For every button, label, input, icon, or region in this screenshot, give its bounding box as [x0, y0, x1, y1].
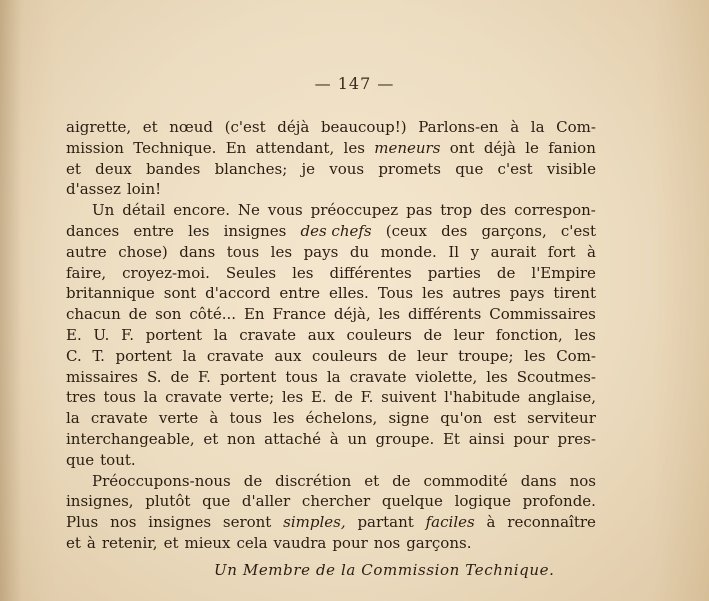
text-line: et à retenir, et mieux cela vaudra pour nos garçons.: [66, 533, 472, 552]
text-line: et deux bandes blanches; je vous promets que c'est visible: [66, 159, 596, 178]
paragraph: [66, 471, 596, 554]
paragraph: [66, 117, 596, 200]
text-line: Préoccupons-nous de discrétion et de commodité dans nos: [92, 471, 596, 490]
text-line: E. U. F. portent la cravate aux couleurs de leur fonction, les: [66, 325, 596, 344]
text-line: d'assez loin!: [66, 180, 162, 199]
signature: Un Membre de la Commission Technique.: [214, 561, 555, 579]
text-line: C. T. portent la cravate aux couleurs de leur troupe; les Com-: [66, 346, 596, 365]
text-line: que tout.: [66, 450, 136, 469]
text-line: la cravate verte à tous les échelons, signe qu'on est serviteur: [66, 409, 596, 428]
text-line: tres tous la cravate verte; les E. de F. suivent l'habitude anglaise,: [66, 388, 596, 407]
text-line: Un détail encore. Ne vous préoccupez pas trop des correspon-: [92, 201, 596, 220]
text-line: missaires S. de F. portent tous la cravate violette, les Scoutmes-: [66, 367, 596, 386]
text-line: chacun de son côté... En France déjà, les différents Commissaires: [66, 305, 596, 324]
text-line: insignes, plutôt que d'aller chercher quelque logique profonde.: [66, 492, 596, 511]
page-number: — 147 —: [314, 74, 395, 93]
text-line: Plus nos insignes seront simples, partant faciles à reconnaître: [66, 513, 596, 532]
text-line: aigrette, et nœud (c'est déjà beaucoup!) Parlons-en à la Com-: [66, 118, 596, 136]
text-line: autre chose) dans tous les pays du monde. Il y aurait fort à: [66, 242, 596, 261]
paragraph: [66, 200, 596, 470]
text-line: dances entre les insignes des chefs (ceux des garçons, c'est: [66, 221, 596, 240]
body-text: [66, 117, 596, 554]
text-line: britannique sont d'accord entre elles. Tous les autres pays tirent: [66, 284, 596, 303]
text-line: interchangeable, et non attaché à un groupe. Et ainsi pour pres-: [66, 429, 596, 448]
text-line: mission Technique. En attendant, les meneurs ont déjà le fanion: [66, 138, 596, 157]
text-line: faire, croyez-moi. Seules les différentes parties de l'Empire: [66, 263, 596, 282]
